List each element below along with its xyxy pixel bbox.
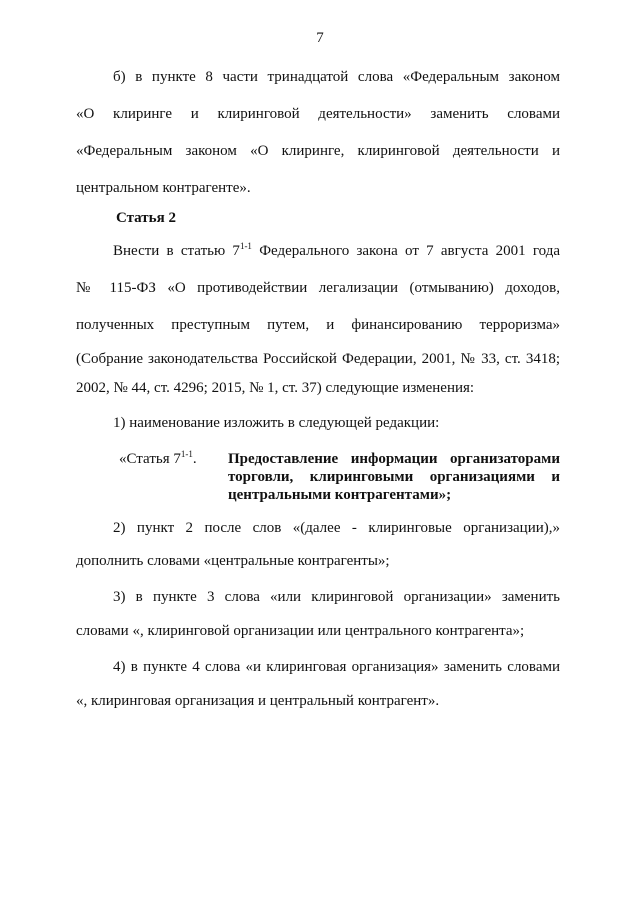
article-heading: Статья 2 (116, 210, 176, 226)
item-1: 1) наименование изложить в следующей редакции: (113, 415, 440, 431)
item-4-line-1: 4) в пункте 4 слова «и клиринговая организация» заменить словами (113, 659, 560, 675)
intro-line-2: № 115-ФЗ «О противодействии легализации (отмыванию) доходов, (76, 280, 560, 296)
item-2-line-1: 2) пункт 2 после слов «(далее - клиринговые организации),» (113, 520, 560, 536)
para-b-line-4: центральном контрагенте». (76, 180, 251, 196)
quoted-title-line-1: Предоставление информации организаторами (228, 451, 560, 467)
quoted-article-label (119, 449, 197, 469)
para-b-line-3: «Федеральным законом «О клиринге, клиринговой деятельности и (76, 143, 560, 159)
intro-line-1-pre: Внести в статью 7 (113, 243, 240, 259)
intro-line-1-post: Федерального закона от 7 августа 2001 года (251, 243, 560, 259)
quoted-label-post: . (192, 451, 197, 467)
intro-line-3: полученных преступным путем, и финансированию терроризма» (76, 317, 560, 333)
intro-line-4: (Собрание законодательства Российской Федерации, 2001, № 33, ст. 3418; (76, 351, 560, 367)
quoted-label-sup: 1-1 (180, 449, 193, 459)
item-4-line-2: «, клиринговая организация и центральный контрагент». (76, 693, 440, 709)
item-3-line-2: словами «, клиринговой организации или центрального контрагента»; (76, 623, 525, 639)
quoted-title-line-3: центральными контрагентами»; (228, 487, 452, 503)
intro-line-5: 2002, № 44, ст. 4296; 2015, № 1, ст. 37) следующие изменения: (76, 380, 475, 396)
para-b-line-2: «О клиринге и клиринговой деятельности» заменить словами (76, 106, 560, 122)
para-b-line-1: б) в пункте 8 части тринадцатой слова «Федеральным законом (113, 69, 560, 85)
intro-line-1-sup: 1-1 (239, 241, 252, 251)
quoted-label-pre: «Статья 7 (119, 451, 181, 467)
quoted-title-line-2: торговли, клиринговыми организациями и (228, 469, 560, 485)
page-number: 7 (316, 30, 324, 46)
intro-line-1 (113, 241, 560, 261)
item-3-line-1: 3) в пункте 3 слова «или клиринговой организации» заменить (113, 589, 560, 605)
item-2-line-2: дополнить словами «центральные контрагенты»; (76, 553, 390, 569)
